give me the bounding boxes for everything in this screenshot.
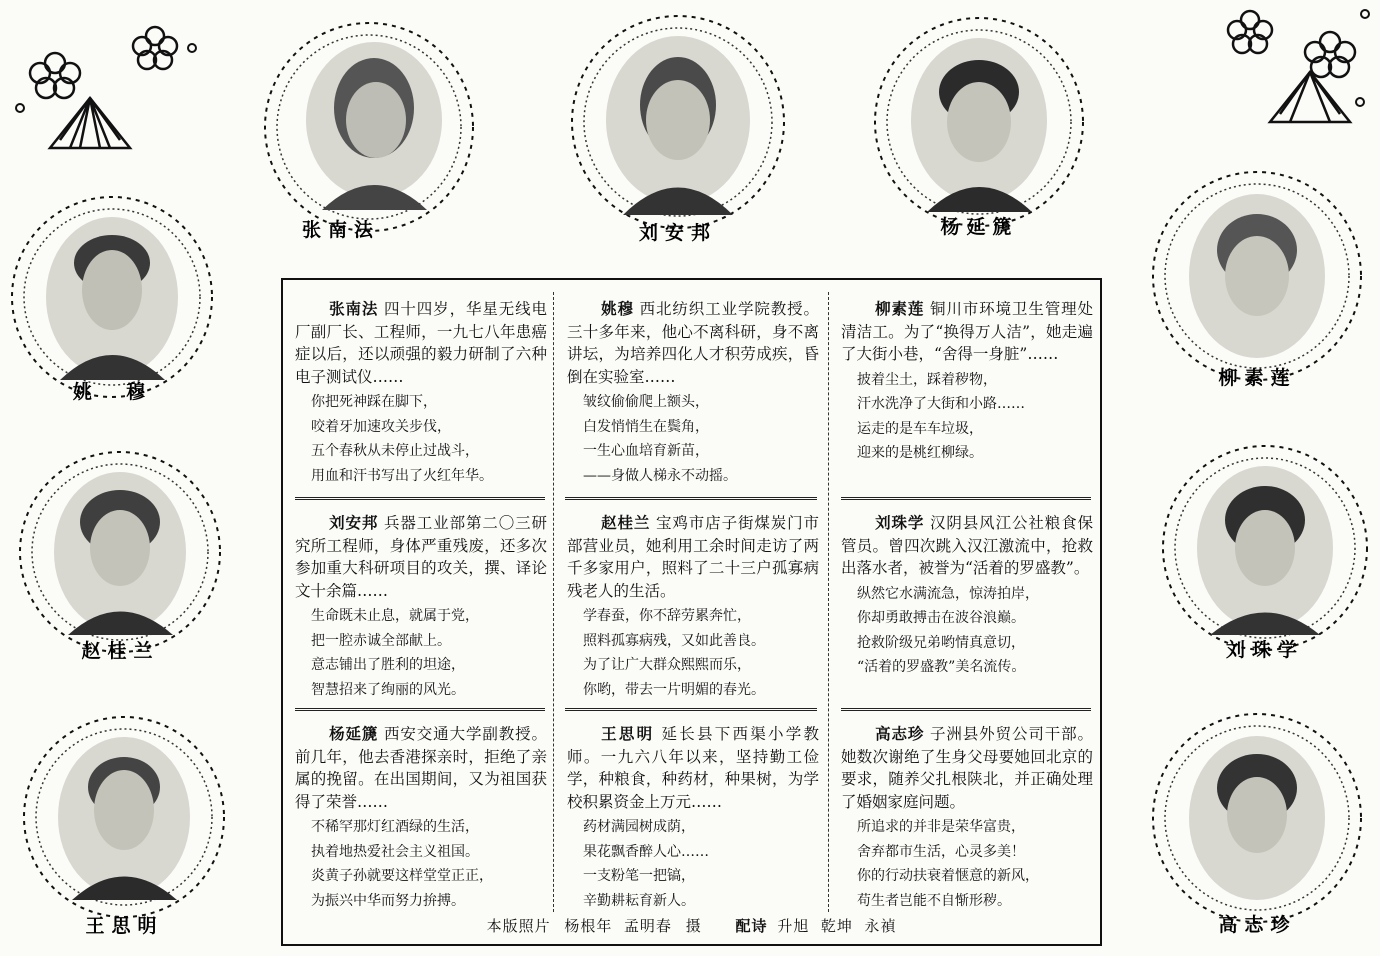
poets: 升旭 乾坤 永禎 <box>777 917 897 935</box>
entry-description: 延长县下西渠小学教师。一九六八年以来，坚持勤工俭学，种粮食，种药材，种果树，为学校积累资金上万元…… <box>567 725 819 811</box>
poem-line: 生命既未止息，就属于党， <box>311 608 479 624</box>
column-divider <box>828 292 829 912</box>
poem-line: 抢救阶级兄弟哟情真意切， <box>857 634 1025 651</box>
portrait-name: 姚 穆 <box>72 381 153 403</box>
portrait-right-1 <box>1150 158 1365 403</box>
entry-card <box>295 298 547 488</box>
entry-name: 柳素莲 <box>875 299 925 318</box>
flower-fan-ornament-left <box>10 8 210 158</box>
portrait-left-3 <box>22 705 227 940</box>
poem-line: 五个春秋从未停止过战斗， <box>311 443 479 459</box>
portrait-name: 刘珠学 <box>1225 639 1304 661</box>
entry-name: 王思明 <box>601 724 655 743</box>
row-divider <box>565 497 817 500</box>
entry-card <box>295 723 547 913</box>
portrait-top-1 <box>262 20 477 241</box>
poem-line: 智慧招来了绚丽的风光。 <box>311 681 465 698</box>
portrait-top-3 <box>872 12 1087 242</box>
photographers: 杨根年 孟明春 <box>564 917 672 935</box>
poem-line: ——身做人梯永不动摇。 <box>583 467 737 484</box>
portrait-top-2 <box>568 10 788 245</box>
poem-line: 一支粉笔一把镐， <box>583 868 695 884</box>
portrait-name: 柳素莲 <box>1218 367 1297 389</box>
poem-line: “活着的罗盛教”美名流传。 <box>857 659 1026 675</box>
portrait-name: 刘安邦 <box>638 222 717 244</box>
entry-name: 杨延篪 <box>329 724 379 743</box>
entry-description: 四十四岁，华星无线电厂副厂长、工程师，一九七八年患癌症以后，还以顽强的毅力研制了六种电子测试仪…… <box>295 300 547 386</box>
row-divider <box>565 708 817 711</box>
entry-description: 兵器工业部第二〇三研究所工程师，身体严重残废，还多次参加重大科研项目的攻关，撰、译论文十余篇…… <box>295 514 547 600</box>
poem-line: 你却勇敢搏击在波谷浪巅。 <box>857 610 1025 626</box>
scalloped-frame-icon <box>262 20 477 235</box>
entry-card <box>567 723 819 913</box>
poem-line: 所追求的并非是荣华富贵， <box>857 819 1025 835</box>
poem-line: 用血和汗书写出了火红年华。 <box>311 467 493 484</box>
poem-line: 果花飘香醉人心…… <box>583 843 709 860</box>
poem-line: 为振兴中华而努力拚搏。 <box>311 892 465 909</box>
poem-line: 辛勤耕耘育新人。 <box>583 892 695 909</box>
entry-description: 西北纺织工业学院教授。三十多年来，他心不离科研，身不离讲坛，为培养四化人才积劳成疾，昏倒在实验室…… <box>567 300 819 386</box>
entry-card <box>841 512 1093 680</box>
entry-name: 刘安邦 <box>329 513 379 532</box>
poem-label: 配诗 <box>735 917 768 935</box>
scalloped-frame-icon <box>568 10 788 245</box>
poem-line: 照料孤寡病残，又如此善良。 <box>583 632 765 649</box>
entry-poem <box>295 390 547 488</box>
portrait-name: 王思明 <box>85 915 164 937</box>
poem-line: 舍弃都市生活，心灵多美！ <box>857 843 1025 860</box>
scalloped-frame-icon <box>872 12 1087 242</box>
poem-line: 皱纹偷偷爬上额头， <box>583 394 709 410</box>
row-divider <box>841 708 1091 711</box>
portrait-name: 高志珍 <box>1218 914 1297 936</box>
portrait-name: 杨延篪 <box>940 216 1019 238</box>
poem-line: 把一腔赤诚全部献上。 <box>311 632 451 649</box>
entry-poem <box>567 815 819 913</box>
entry-card <box>567 298 819 488</box>
entry-card <box>567 512 819 702</box>
portrait-left-2 <box>18 440 223 675</box>
entry-name: 刘珠学 <box>875 513 925 532</box>
poem-line: 纵然它水满流急，惊涛拍岸， <box>857 585 1039 602</box>
poem-line: 白发悄悄生在鬓角， <box>583 418 709 435</box>
entry-poem <box>567 604 819 702</box>
portrait-name: 赵桂兰 <box>81 640 160 662</box>
entry-poem <box>841 368 1093 466</box>
portrait-name: 张南法 <box>302 219 381 241</box>
entry-card <box>841 298 1093 466</box>
entry-description: 宝鸡市店子街煤炭门市部营业员，她利用工余时间走访了两千多家用户，照料了二十三户孤寡病残老人的生活。 <box>567 514 819 600</box>
entry-description: 铜川市环境卫生管理处清洁工。为了“换得万人洁”，她走遍了大街小巷，“舍得一身脏”…… <box>841 300 1093 363</box>
entry-name: 高志珍 <box>875 724 925 743</box>
poem-line: 炎黄子孙就要这样堂堂正正， <box>311 868 493 884</box>
photo-label: 本版照片 <box>486 917 551 935</box>
poem-line: 为了让广大群众熙熙而乐， <box>583 657 751 673</box>
scalloped-frame-icon <box>22 705 227 940</box>
entry-name: 张南法 <box>329 299 379 318</box>
poem-line: 你的行动扶衰着惬意的新风， <box>857 868 1039 884</box>
photo-suffix: 摄 <box>685 917 702 935</box>
poem-line: 药材满园树成荫， <box>583 819 695 835</box>
poem-line: 一生心血培育新苗， <box>583 443 709 459</box>
photo-credits <box>283 915 1100 936</box>
entry-poem <box>567 390 819 488</box>
entry-name: 姚穆 <box>601 299 634 318</box>
portrait-right-2 <box>1160 430 1370 675</box>
poem-line: 咬着牙加速攻关步伐， <box>311 418 451 435</box>
entry-poem <box>841 582 1093 680</box>
poem-line: 披着尘土，踩着秽物， <box>857 371 997 388</box>
poem-line: 学春蚕，你不辞劳累奔忙， <box>583 608 751 624</box>
entry-description: 汉阴县风江公社粮食保管员。曾四次跳入汉江激流中，抢救出落水者，被誉为“活着的罗盛教”。 <box>841 514 1093 577</box>
portrait-right-3 <box>1150 700 1365 950</box>
entry-card <box>841 723 1093 913</box>
entry-poem <box>295 815 547 913</box>
column-divider <box>553 292 554 912</box>
entry-description: 子洲县外贸公司干部。她数次谢绝了生身父母要她回北京的要求，随养父扎根陕北，并正确处理了婚姻家庭问题。 <box>841 725 1093 811</box>
entry-card <box>295 512 547 702</box>
row-divider <box>295 497 545 500</box>
row-divider <box>295 708 545 711</box>
poem-line: 意志铺出了胜利的坦途， <box>311 657 465 673</box>
portrait-left-1 <box>10 185 215 420</box>
flower-fan-ornament-right <box>1210 2 1380 152</box>
poem-line: 你哟，带去一片明媚的春光。 <box>583 681 765 698</box>
poem-line: 你把死神踩在脚下， <box>311 394 437 410</box>
entry-description: 西安交通大学副教授。前几年，他去香港探亲时，拒绝了亲属的挽留。在出国期间，又为祖国获得了荣誉…… <box>295 725 547 811</box>
poem-line: 执着地热爱社会主义祖国。 <box>311 843 479 860</box>
poem-line: 运走的是车车垃圾， <box>857 420 983 437</box>
entry-poem <box>295 604 547 702</box>
entry-name: 赵桂兰 <box>601 513 651 532</box>
poem-line: 苟生者岂能不自惭形秽。 <box>857 892 1011 909</box>
poem-line: 汗水洗净了大街和小路…… <box>857 396 1025 412</box>
poem-line: 迎来的是桃红柳绿。 <box>857 445 983 461</box>
poem-line: 不稀罕那灯红酒绿的生活， <box>311 819 479 835</box>
row-divider <box>841 497 1091 500</box>
entry-poem <box>841 815 1093 913</box>
article-frame <box>281 278 1102 946</box>
